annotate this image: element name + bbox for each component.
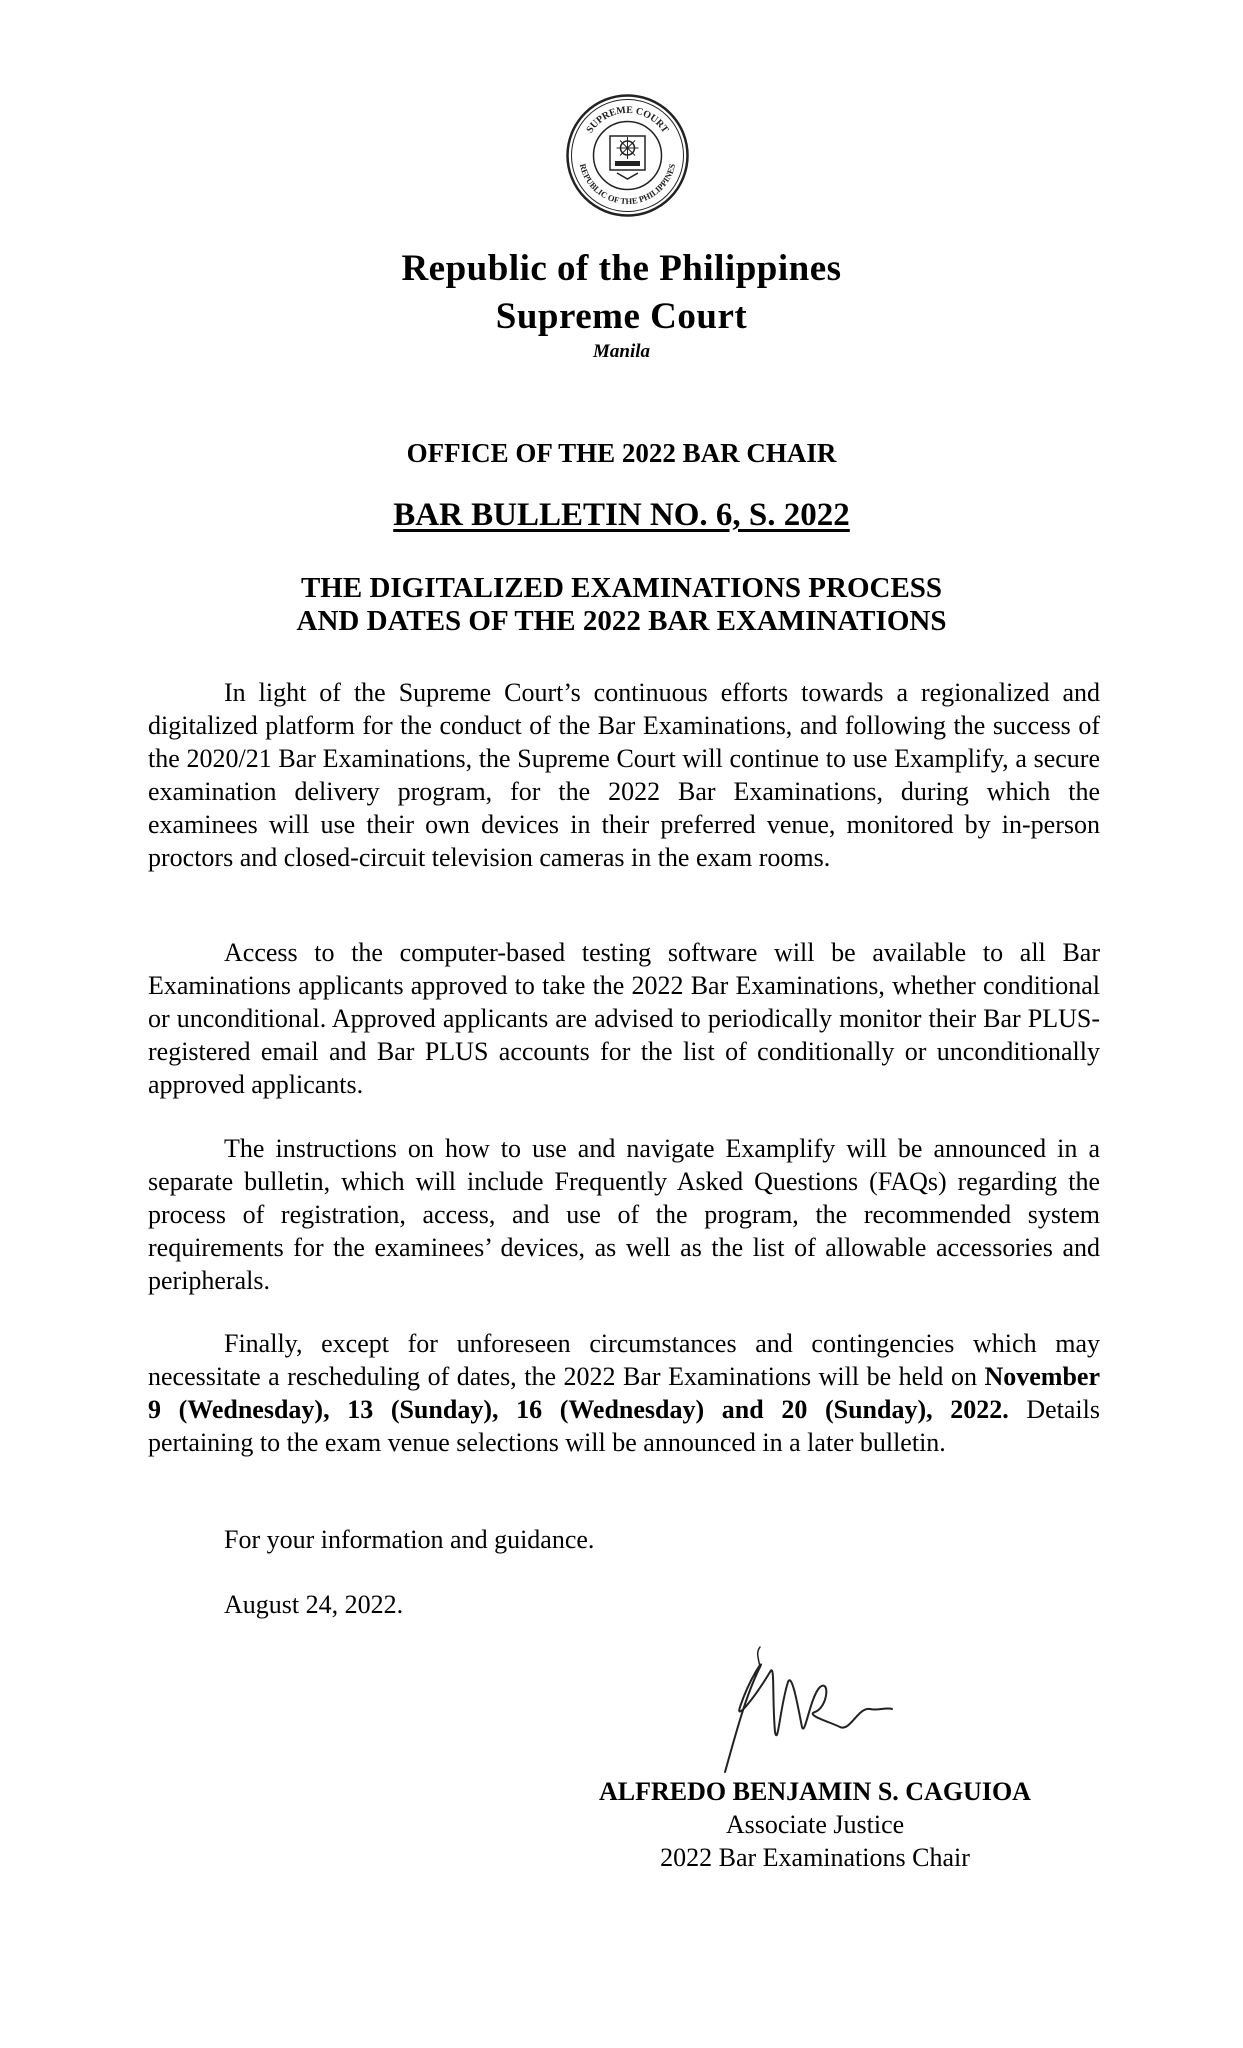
city-heading: Manila	[592, 341, 651, 362]
paragraph-2: Access to the computer-based testing software will be available to all Bar Examinations applicants approved to take the 2022 Bar Examinations, whether conditional or unconditional. Approved applicants are advised to periodically monitor their Bar PLUS-registered email and Bar PLUS accounts for the list of conditionally or unconditionally approved applicants.	[148, 938, 1100, 1099]
subtitle-line-2: AND DATES OF THE 2022 BAR EXAMINATIONS	[296, 605, 947, 637]
seal-top-text: SUPREME COURT	[584, 104, 671, 136]
signatory-name: ALFREDO BENJAMIN S. CAGUIOA	[599, 1777, 1031, 1806]
paragraph-1: In light of the Supreme Court’s continuous efforts towards a regionalized and digitalized platform for the conduct of the Bar Examinations, and following the success of the 2020/21 Bar Examinations, the Supreme Court will continue to use Examplify, a secure examination delivery program, for the 2022 Bar Examinations, during which the examinees will use their own devices in their preferred venue, monitored by in-person proctors and closed-circuit television cameras in the exam rooms.	[148, 678, 1100, 872]
republic-heading: Republic of the Philippines	[401, 248, 842, 289]
paragraph-3: The instructions on how to use and navigate Examplify will be announced in a separate bulletin, which will include Frequently Asked Questions (FAQs) regarding the process of registration, access, and use of the program, the recommended system requirements for the examinees’ devices, as well as the list of allowable accessories and peripherals.	[148, 1134, 1100, 1295]
signatory-role: 2022 Bar Examinations Chair	[660, 1843, 970, 1872]
paragraph-4-end: Details pertaining to the exam venue selections will be announced in a later bulletin.	[148, 1395, 1100, 1457]
signatory-title: Associate Justice	[725, 1810, 905, 1839]
seal-bottom-text: REPUBLIC OF THE PHILIPPINES	[577, 162, 678, 207]
paragraph-4-start: Finally, except for unforeseen circumstances and contingencies which may necessitate a rescheduling of dates, the 2022 Bar Examinations will be held on	[148, 1329, 1100, 1391]
supreme-court-seal	[565, 93, 690, 218]
office-title: OFFICE OF THE 2022 BAR CHAIR	[406, 438, 837, 468]
paragraph-4	[148, 1327, 1100, 1459]
bulletin-subtitle	[0, 572, 1243, 638]
svg-text:SUPREME COURT	[584, 105, 670, 136]
closing-line: For your information and guidance.	[224, 1525, 595, 1554]
issue-date: August 24, 2022.	[224, 1590, 404, 1619]
exam-dates: November 9 (Wednesday), 13 (Sunday), 16 (Wednesday) and 20 (Sunday), 2022.	[148, 1362, 1100, 1424]
subtitle-line-1: THE DIGITALIZED EXAMINATIONS PROCESS	[300, 572, 943, 604]
handwritten-signature	[680, 1637, 900, 1787]
bulletin-number: BAR BULLETIN NO. 6, S. 2022	[393, 497, 850, 533]
court-heading: Supreme Court	[495, 296, 748, 337]
